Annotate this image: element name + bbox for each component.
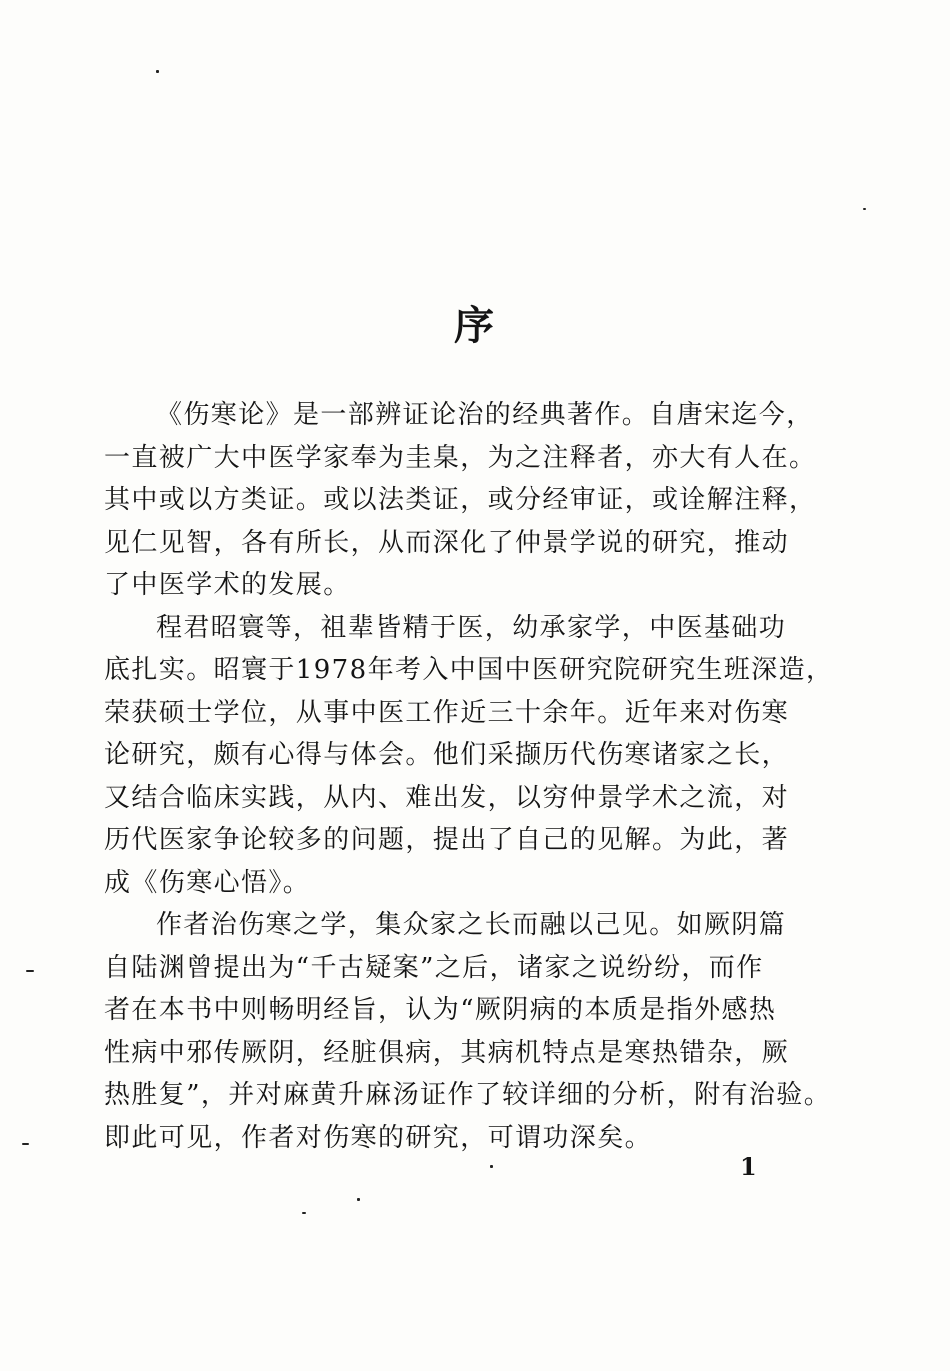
- text-line: 一直被广大中医学家奉为圭臬，为之注释者，亦大有人在。: [104, 442, 817, 473]
- text-line: 历代医家争论较多的问题，提出了自己的见解。为此，著: [104, 825, 790, 855]
- scan-speck: [863, 208, 866, 210]
- text-line: 程君昭寰等，祖辈皆精于医，幼承家学，中医基础功: [156, 612, 787, 643]
- text-line: 自陆渊曾提出为“千古疑案”之后，诸家之说纷纷，而作: [104, 952, 764, 983]
- preface-body: [104, 394, 834, 1159]
- text-line: 见仁见智，各有所长，从而深化了仲景学说的研究，推动: [104, 527, 790, 558]
- text-line: 者在本书中则畅明经旨，认为“厥阴病的本质是指外感热: [104, 995, 777, 1025]
- text-line: 作者治伤寒之学，集众家之长而融以己见。如厥阴篇: [156, 910, 787, 940]
- scan-speck: [490, 1165, 493, 1168]
- text-line: 《伤寒论》是一部辨证论治的经典著作。自唐宋迄今，: [156, 400, 814, 430]
- text-line: 热胜复”，并对麻黄升麻汤证作了较详细的分析，附有治验。: [104, 1080, 832, 1110]
- text-line: 其中或以方类证。或以法类证，或分经审证，或诠解注释，: [104, 485, 817, 515]
- text-line: 性病中邪传厥阴，经脏俱病，其病机特点是寒热错杂，厥: [104, 1037, 790, 1068]
- scan-speck: [156, 70, 159, 73]
- scan-speck: [357, 1198, 360, 1201]
- text-line: 论研究，颇有心得与体会。他们采撷历代伤寒诸家之长，: [104, 740, 790, 770]
- text-line: 成《伤寒心悟》。: [104, 867, 311, 898]
- scan-speck: [26, 970, 34, 972]
- text-line: 又结合临床实践，从内、难出发，以穷仲景学术之流，对: [104, 782, 790, 813]
- paragraph-2: [104, 607, 834, 905]
- page-number: 1: [740, 1152, 757, 1181]
- text-line: 即此可见，作者对伤寒的研究，可谓功深矣。: [104, 1122, 653, 1153]
- scan-speck: [22, 1143, 29, 1145]
- page-title: 序: [454, 302, 496, 349]
- text-line: 底扎实。昭寰于1978年考入中国中医研究院研究生班深造，: [104, 655, 834, 685]
- paragraph-3: [104, 904, 832, 1159]
- text-line: 荣获硕士学位，从事中医工作近三十余年。近年来对伤寒: [104, 697, 790, 728]
- text-line: 了中医学术的发展。: [104, 570, 351, 600]
- paragraph-1: [104, 394, 817, 607]
- scan-speck: [302, 1212, 306, 1214]
